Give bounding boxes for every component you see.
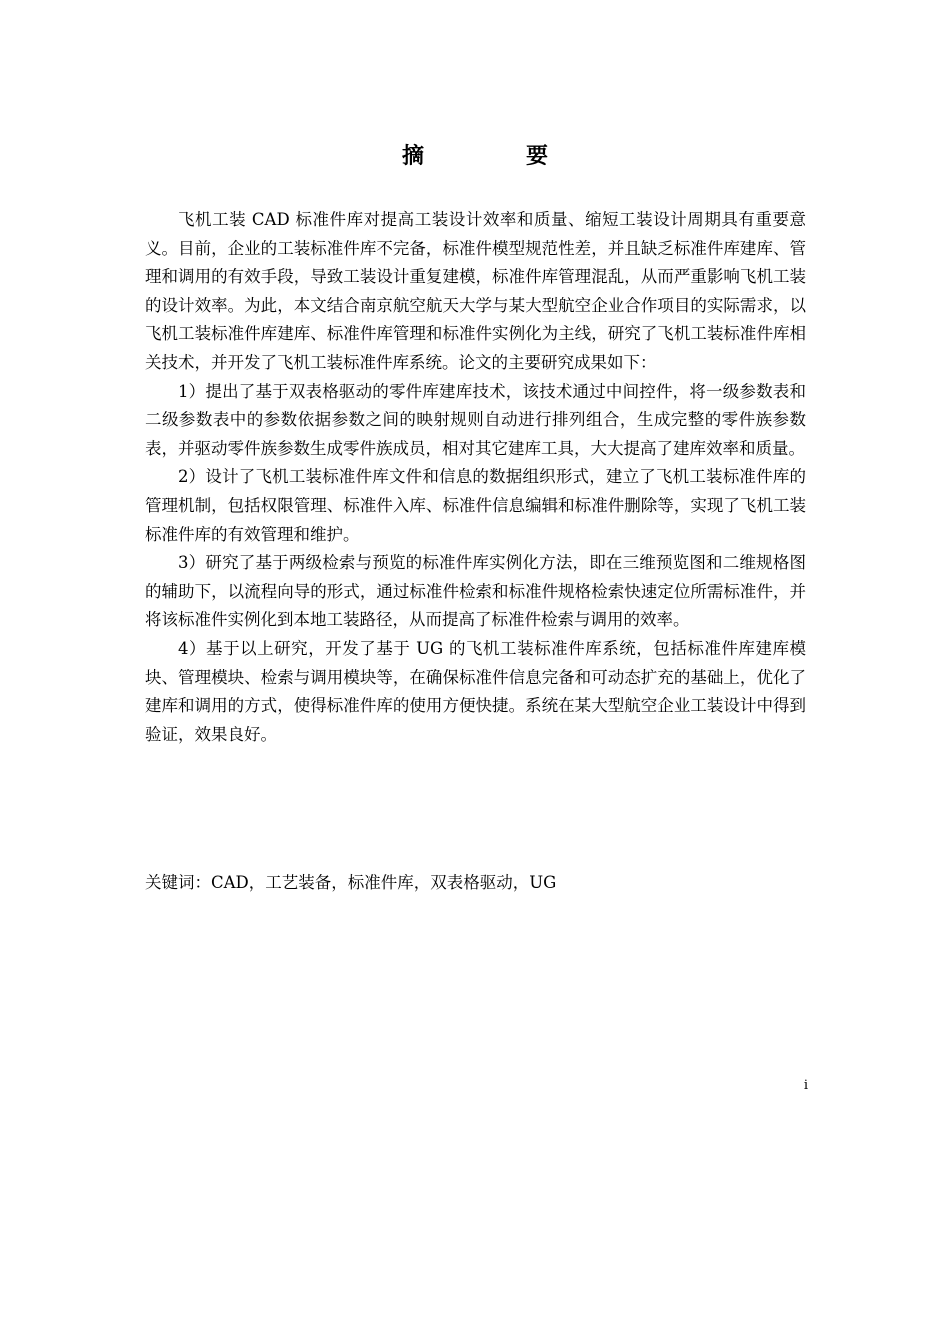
- page-number: i: [803, 1078, 808, 1093]
- abstract-body: [145, 206, 806, 749]
- abstract-paragraph-result-2: 2）设计了飞机工装标准件库文件和信息的数据组织形式，建立了飞机工装标准件库的管理机制，包括权限管理、标准件入库、标准件信息编辑和标准件删除等，实现了飞机工装标准件库的有效管理和维护。: [145, 467, 806, 544]
- abstract-paragraph-result-3: 3）研究了基于两级检索与预览的标准件库实例化方法，即在三维预览图和二维规格图的辅助下，以流程向导的形式，通过标准件检索和标准件规格检索快速定位所需标准件，并将该标准件实例化到本地工装路径，从而提高了标准件检索与调用的效率。: [145, 553, 806, 630]
- keywords-line: 关键词：CAD，工艺装备，标准件库，双表格驱动，UG: [145, 873, 557, 892]
- abstract-paragraph-result-1: 1）提出了基于双表格驱动的零件库建库技术，该技术通过中间控件，将一级参数表和二级参数表中的参数依据参数之间的映射规则自动进行排列组合，生成完整的零件族参数表，并驱动零件族参数生成零件族成员，相对其它建库工具，大大提高了建库效率和质量。: [145, 381, 806, 458]
- abstract-paragraph-result-4: 4）基于以上研究，开发了基于 UG 的飞机工装标准件库系统，包括标准件库建库模块、管理模块、检索与调用模块等，在确保标准件信息完备和可动态扩充的基础上，优化了建库和调用的方式，使得标准件库的使用方便快捷。系统在某大型航空企业工装设计中得到验证，效果良好。: [145, 638, 806, 744]
- abstract-title: 摘 要: [401, 144, 588, 169]
- abstract-paragraph-intro: 飞机工装 CAD 标准件库对提高工装设计效率和质量、缩短工装设计周期具有重要意义。目前，企业的工装标准件库不完备，标准件模型规范性差，并且缺乏标准件库建库、管理和调用的有效手段，导致工装设计重复建模，标准件库管理混乱，从而严重影响飞机工装的设计效率。为此，本文结合南京航空航天大学与某大型航空企业合作项目的实际需求，以飞机工装标准件库建库、标准件库管理和标准件实例化为主线，研究了飞机工装标准件库相关技术，并开发了飞机工装标准件库系统。论文的主要研究成果如下：: [145, 210, 806, 372]
